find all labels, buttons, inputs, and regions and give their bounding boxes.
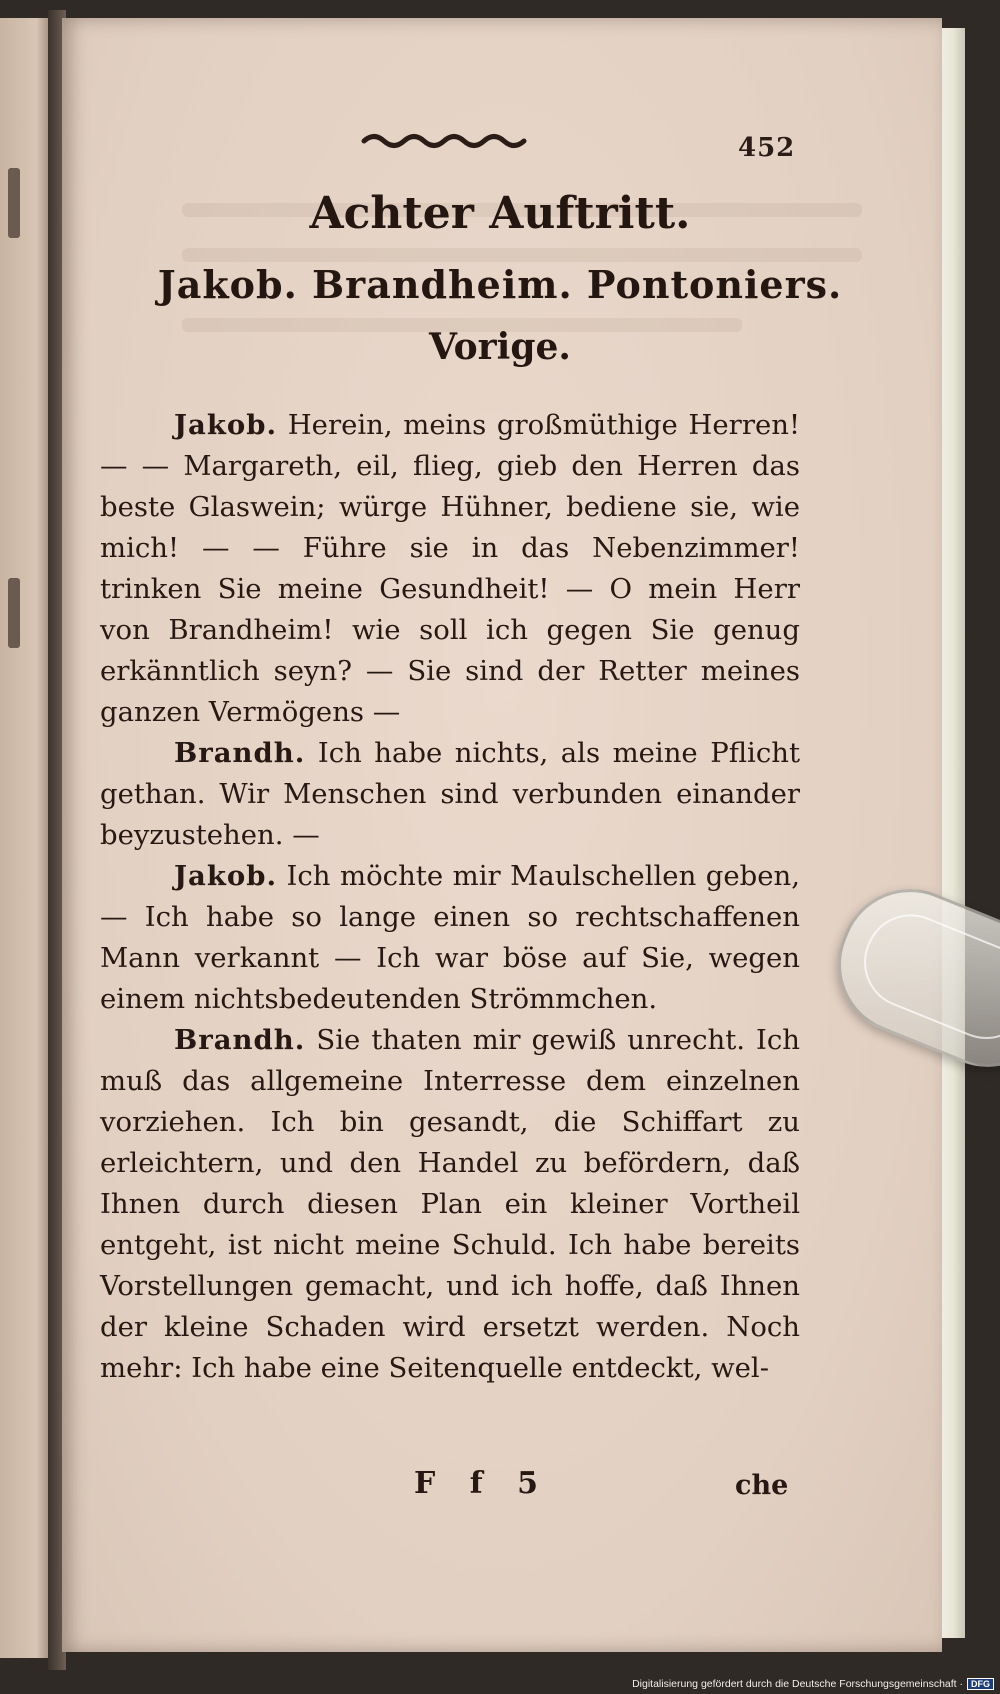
dialogue-body (100, 405, 800, 1389)
dfg-logo: DFG (967, 1678, 994, 1690)
dialogue-paragraph (100, 405, 800, 733)
dialogue-paragraph (100, 856, 800, 1020)
page-number: 452 (738, 133, 796, 163)
bleed-through (182, 248, 862, 262)
character-list: Jakob. Brandheim. Pontoniers. (157, 262, 843, 307)
catchword: che (735, 1470, 789, 1501)
dialogue-text: Ich habe nichts, als meine Pflicht gethan. Wir Menschen sind verbunden einander beyzustehen. — (100, 737, 800, 851)
scene-heading: Achter Auftritt. (309, 188, 691, 239)
dialogue-text: Sie thaten mir gewiß unrecht. Ich muß das allgemeine Interresse dem einzelnen vorziehen. Ich bin gesandt, die Schiffart zu erleichtern, und den Handel zu befördern, daß Ihnen durch diesen Plan ein kleiner Vortheil entgeht, ist nicht meine Schuld. Ich habe bereits Vorstellungen gemacht, und ich hoffe, daß Ihnen der kleine Schaden wird ersetzt werden. Noch mehr: Ich habe eine Seitenquelle entdeckt, wel- (100, 1024, 800, 1384)
wavy-rule-ornament-icon (360, 128, 530, 150)
speaker-name: Jakob. (174, 860, 278, 892)
dialogue-paragraph (100, 733, 800, 856)
character-list-continued: Vorige. (429, 326, 571, 368)
digitization-credit (632, 1678, 994, 1690)
signature-mark: F f 5 (414, 1466, 550, 1501)
dialogue-text: Ich möchte mir Maulschellen geben, — Ich habe so lange einen so rechtschaffenen Mann verkannt — Ich war böse auf Sie, wegen einem nichtsbedeutenden Strömmchen. (100, 860, 800, 1015)
speaker-name: Jakob. (174, 409, 278, 441)
dialogue-paragraph (100, 1020, 800, 1389)
speaker-name: Brandh. (174, 1024, 306, 1056)
credit-text: Digitalisierung gefördert durch die Deutsche Forschungsgemeinschaft · (632, 1678, 963, 1690)
dialogue-text: Herein, meins großmüthige Herren! — — Margareth, eil, flieg, gieb den Herren das beste Glaswein; würge Hühner, bediene sie, wie mich! — — Führe sie in das Nebenzimmer! trinken Sie meine Gesundheit! — O mein Herr von Brandheim! wie soll ich gegen Sie genug erkänntlich seyn? — Sie sind der Retter meines ganzen Vermögens — (100, 409, 800, 728)
ink-mark (8, 578, 20, 648)
speaker-name: Brandh. (174, 737, 306, 769)
